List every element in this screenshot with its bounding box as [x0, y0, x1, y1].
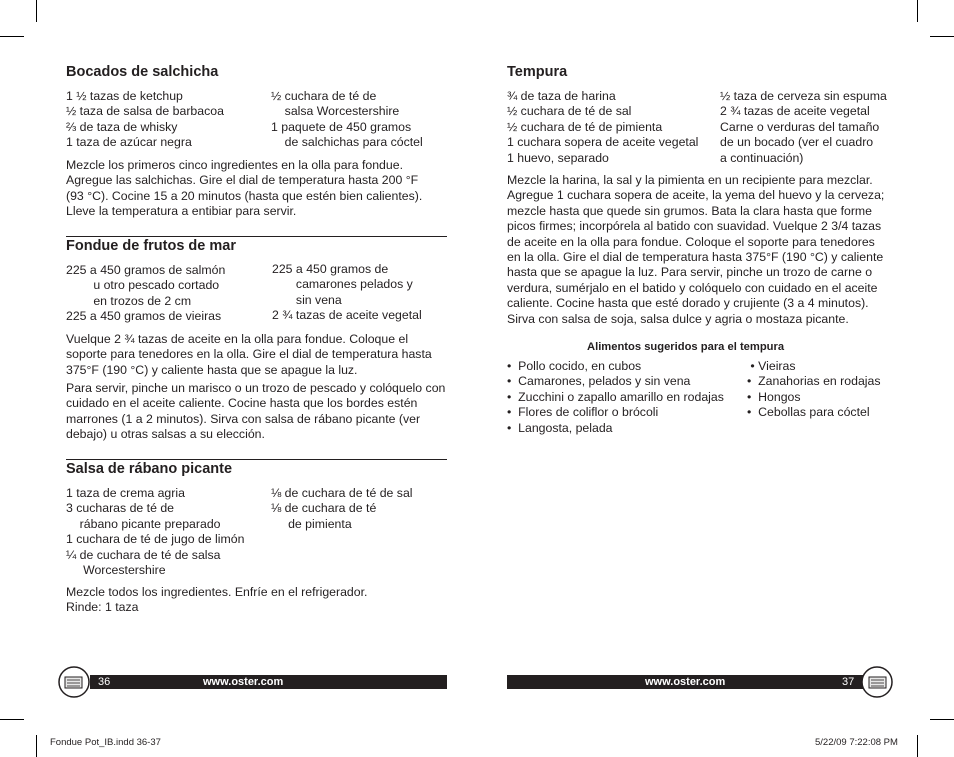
instructions: Para servir, pinche un marisco o un trozo de pescado y colóquelo con cuidado en el aceite caliente. Cocine hasta que los bordes estén marrones (1 a 2 minutos). Sirva con salsa de rábano picante (ver debajo) u otras salsas a su elección.	[66, 381, 446, 442]
page-footer	[507, 675, 864, 689]
ingredients-col2: ½ taza de cerveza sin espuma 2 ¾ tazas de aceite vegetal Carne o verduras del tamaño de un bocado (ver el cuadro a continuación)	[720, 89, 887, 165]
food-list-col1: • Pollo cocido, en cubos • Camarones, pelados y sin vena • Zucchini o zapallo amarillo en rodajas • Flores de coliflor o brócoli • Langosta, pelada	[507, 359, 724, 435]
ingredients-col2: ½ cuchara de té de salsa Worcestershire 1 paquete de 450 gramos de salchichas para cóctel	[271, 89, 423, 150]
crop-mark	[917, 0, 918, 22]
crop-mark	[917, 735, 918, 757]
crop-mark	[0, 36, 24, 37]
file-slug: Fondue Pot_IB.indd 36-37	[50, 737, 161, 748]
ingredients-col1: ¾ de taza de harina ½ cuchara de té de sal ½ cuchara de té de pimienta 1 cuchara sopera de aceite vegetal 1 huevo, separado	[507, 89, 699, 165]
instructions: Mezcle los primeros cinco ingredientes en la olla para fondue. Agregue las salchichas. Gire el dial de temperatura hasta 200 °F (93 °C). Cocine 15 a 20 minutos (hasta que estén bien calientes). Lleve la temperatura a entibiar para servir.	[66, 158, 423, 219]
book-icon	[58, 666, 90, 698]
instructions: Vuelque 2 ¾ tazas de aceite en la olla para fondue. Coloque el soporte para tenedores en la olla. Gire el dial de temperatura hasta 375°F (190 °C) y caliente hasta que se apague la luz.	[66, 332, 432, 377]
crop-mark	[930, 36, 954, 37]
website-link[interactable]: www.oster.com	[203, 676, 284, 688]
date-slug: 5/22/09 7:22:08 PM	[815, 737, 898, 748]
crop-mark	[36, 0, 37, 22]
page-number: 37	[842, 676, 855, 688]
ingredients-col2: ⅛ de cuchara de té de sal ⅛ de cuchara de té de pimienta	[271, 486, 413, 531]
ingredients-col1: 1 ½ tazas de ketchup ½ taza de salsa de barbacoa ⅔ de taza de whisky 1 taza de azúcar negra	[66, 89, 224, 150]
suggested-foods-title: Alimentos sugeridos para el tempura	[587, 341, 785, 353]
crop-mark	[0, 719, 24, 720]
section-divider	[66, 236, 447, 237]
crop-mark	[36, 735, 37, 757]
page-footer	[90, 675, 447, 689]
ingredients-col2: 225 a 450 gramos de camarones pelados y sin vena 2 ¾ tazas de aceite vegetal	[272, 262, 422, 323]
recipe-title: Bocados de salchicha	[66, 64, 219, 80]
ingredients-col1: 225 a 450 gramos de salmón u otro pescado cortado en trozos de 2 cm 225 a 450 gramos de vieiras	[66, 263, 226, 324]
ingredients-col1: 1 taza de crema agria 3 cucharas de té de rábano picante preparado 1 cuchara de té de jugo de limón ¼ de cuchara de té de salsa Worcestershire	[66, 486, 245, 578]
recipe-title: Salsa de rábano picante	[66, 461, 233, 477]
instructions: Mezcle todos los ingredientes. Enfríe en el refrigerador. Rinde: 1 taza	[66, 585, 368, 615]
instructions: Mezcle la harina, la sal y la pimienta en un recipiente para mezclar. Agregue 1 cuchara sopera de aceite, la yema del huevo y la cerveza; mezcle hasta que quede sin grumos. Bata la clara hasta que forme picos firmes; incorpórela al batido con suavidad. Vuelque 2 3/4 tazas de aceite en la olla para fondue. Coloque el soporte para tenedores en la olla. Gire el dial de temperatura hasta 375°F (190 °C) y caliente hasta que se apague la luz. Para servir, pinche un trozo de carne o verdura, sumérjalo en el batido y colóquelo con cuidado en el aceite caliente. Cocine hasta que esté dorado y crujiente (3 a 4 minutos). Sirva con salsa de soja, salsa dulce y agria o mostaza picante.	[507, 173, 885, 326]
recipe-title: Fondue de frutos de mar	[66, 238, 236, 254]
website-link[interactable]: www.oster.com	[645, 676, 726, 688]
food-list-col2: • Vieiras • Zanahorias en rodajas • Hongos • Cebollas para cóctel	[747, 359, 881, 420]
page-number: 36	[98, 676, 111, 688]
recipe-title: Tempura	[507, 64, 568, 80]
crop-mark	[930, 719, 954, 720]
book-icon	[861, 666, 893, 698]
section-divider	[66, 459, 447, 460]
